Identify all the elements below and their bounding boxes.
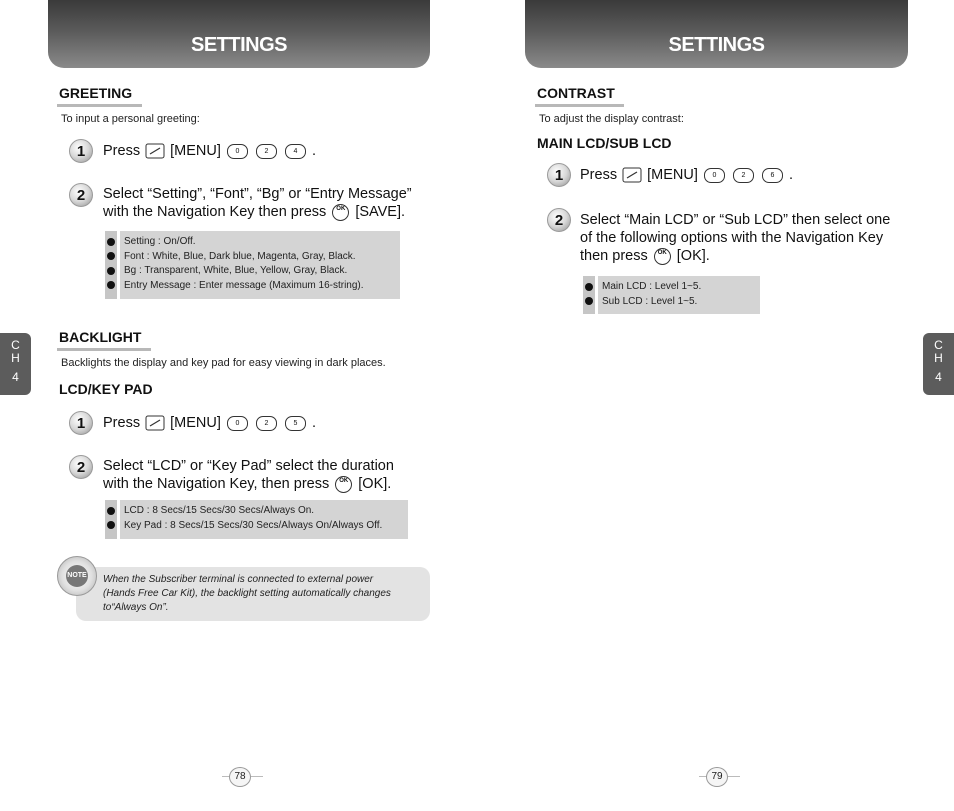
key-6-icon: 6 — [762, 168, 783, 183]
info-line: Font : White, Blue, Dark blue, Magenta, Gray, Black. — [124, 250, 356, 262]
lcd-keypad-subheading: LCD/KEY PAD — [59, 381, 153, 397]
greeting-step2 — [103, 185, 412, 221]
bullet-icon — [585, 297, 593, 305]
step-number: 2 — [69, 455, 93, 479]
chapter-tab — [0, 333, 31, 395]
backlight-intro: Backlights the display and key pad for easy viewing in dark places. — [61, 357, 386, 369]
page-number: 79 — [706, 767, 728, 787]
note-line: to“Always On”. — [103, 602, 169, 613]
contrast-step1 — [580, 166, 793, 184]
contrast-heading: CONTRAST — [537, 85, 615, 101]
step-number: 1 — [69, 139, 93, 163]
backlight-info-box — [105, 500, 408, 539]
step-line: of the following options with the Navigation Key — [580, 230, 884, 246]
soft-key-icon — [145, 143, 165, 159]
ok-key-icon: OK — [332, 204, 349, 221]
page-right — [477, 0, 954, 811]
info-line: Entry Message : Enter message (Maximum 16-string). — [124, 279, 364, 291]
page-title: SETTINGS — [668, 34, 765, 56]
key-2-icon: 2 — [256, 416, 277, 431]
contrast-step2 — [580, 211, 890, 265]
key-0-icon: 0 — [227, 144, 248, 159]
chapter-letter: H — [11, 351, 20, 365]
note-icon — [57, 556, 97, 596]
step-line: Select “Main LCD” or “Sub LCD” then select one — [580, 212, 891, 228]
ok-key-icon: OK — [654, 248, 671, 265]
step-action: [SAVE]. — [355, 204, 406, 220]
info-line: Key Pad : 8 Secs/15 Secs/30 Secs/Always On/Always Off. — [124, 519, 383, 531]
header-banner — [525, 0, 908, 68]
step-number: 2 — [69, 183, 93, 207]
bullet-icon — [585, 283, 593, 291]
info-line: Bg : Transparent, White, Blue, Yellow, Gray, Black. — [124, 265, 348, 276]
step-press-text: Press — [580, 167, 618, 183]
soft-key-icon — [145, 415, 165, 431]
chapter-tab — [923, 333, 954, 395]
step-end: . — [789, 167, 794, 183]
bullet-icon — [107, 252, 115, 260]
step-line-with-key — [103, 203, 412, 221]
ok-key-icon: OK — [335, 476, 352, 493]
backlight-step2 — [103, 457, 394, 493]
chapter-letter: C — [11, 338, 20, 352]
step-line: with the Navigation Key, then press — [103, 476, 330, 492]
step-number: 2 — [547, 208, 571, 232]
step-line-with-key — [580, 247, 890, 265]
key-2-icon: 2 — [733, 168, 754, 183]
soft-key-icon — [622, 167, 642, 183]
step-menu-text: [MENU] — [647, 167, 698, 183]
greeting-heading: GREETING — [59, 85, 133, 101]
key-2-icon: 2 — [256, 144, 277, 159]
bullet-icon — [107, 507, 115, 515]
step-end: . — [312, 415, 317, 431]
info-bar — [105, 500, 117, 539]
step-menu-text: [MENU] — [170, 415, 221, 431]
info-line: Setting : On/Off. — [124, 236, 196, 247]
step-number: 1 — [547, 163, 571, 187]
step-line: with the Navigation Key then press — [103, 204, 327, 220]
bullet-icon — [107, 267, 115, 275]
step-press-text: Press — [103, 143, 141, 159]
page-title: SETTINGS — [190, 34, 287, 56]
key-0-icon: 0 — [227, 416, 248, 431]
info-body — [598, 276, 760, 314]
contrast-info-box — [583, 276, 760, 314]
step-line: Select “Setting”, “Font”, “Bg” or “Entry Message” — [103, 186, 412, 202]
main-sub-lcd-subheading: MAIN LCD/SUB LCD — [537, 135, 672, 151]
step-action: [OK]. — [676, 248, 710, 264]
note-line: When the Subscriber terminal is connected to external power — [103, 574, 374, 585]
heading-underline — [57, 348, 151, 351]
note-box — [76, 567, 430, 621]
info-line: Main LCD : Level 1~5. — [602, 281, 702, 292]
page-number-line — [728, 776, 740, 777]
info-bar — [583, 276, 595, 314]
note-icon-label: NOTE — [66, 565, 88, 587]
info-body — [120, 500, 408, 539]
heading-underline — [535, 104, 624, 107]
chapter-number: 4 — [935, 370, 942, 384]
key-5-icon: 5 — [285, 416, 306, 431]
step-number: 1 — [69, 411, 93, 435]
info-line: Sub LCD : Level 1~5. — [602, 295, 698, 307]
chapter-letter: H — [934, 351, 943, 365]
step-line: Select “LCD” or “Key Pad” select the duration — [103, 458, 394, 474]
note-line: (Hands Free Car Kit), the backlight setting automatically changes — [103, 588, 391, 599]
greeting-step1 — [103, 142, 316, 160]
note-text — [103, 573, 423, 615]
info-line: LCD : 8 Secs/15 Secs/30 Secs/Always On. — [124, 505, 315, 516]
step-line-with-key — [103, 475, 394, 493]
info-body — [120, 231, 400, 299]
key-4-icon: 4 — [285, 144, 306, 159]
contrast-intro: To adjust the display contrast: — [539, 113, 684, 125]
step-press-text: Press — [103, 415, 141, 431]
step-line: then press — [580, 248, 648, 264]
page-number-line — [251, 776, 263, 777]
heading-underline — [57, 104, 142, 107]
step-end: . — [312, 143, 317, 159]
backlight-heading: BACKLIGHT — [59, 329, 142, 345]
header-banner — [48, 0, 430, 68]
bullet-icon — [107, 238, 115, 246]
key-0-icon: 0 — [704, 168, 725, 183]
bullet-icon — [107, 281, 115, 289]
backlight-step1 — [103, 414, 316, 432]
bullet-icon — [107, 521, 115, 529]
step-action: [OK]. — [358, 476, 392, 492]
page-number: 78 — [229, 767, 251, 787]
chapter-number: 4 — [12, 370, 19, 384]
step-menu-text: [MENU] — [170, 143, 221, 159]
greeting-info-box — [105, 231, 400, 299]
greeting-intro: To input a personal greeting: — [61, 113, 200, 125]
chapter-letter: C — [934, 338, 943, 352]
